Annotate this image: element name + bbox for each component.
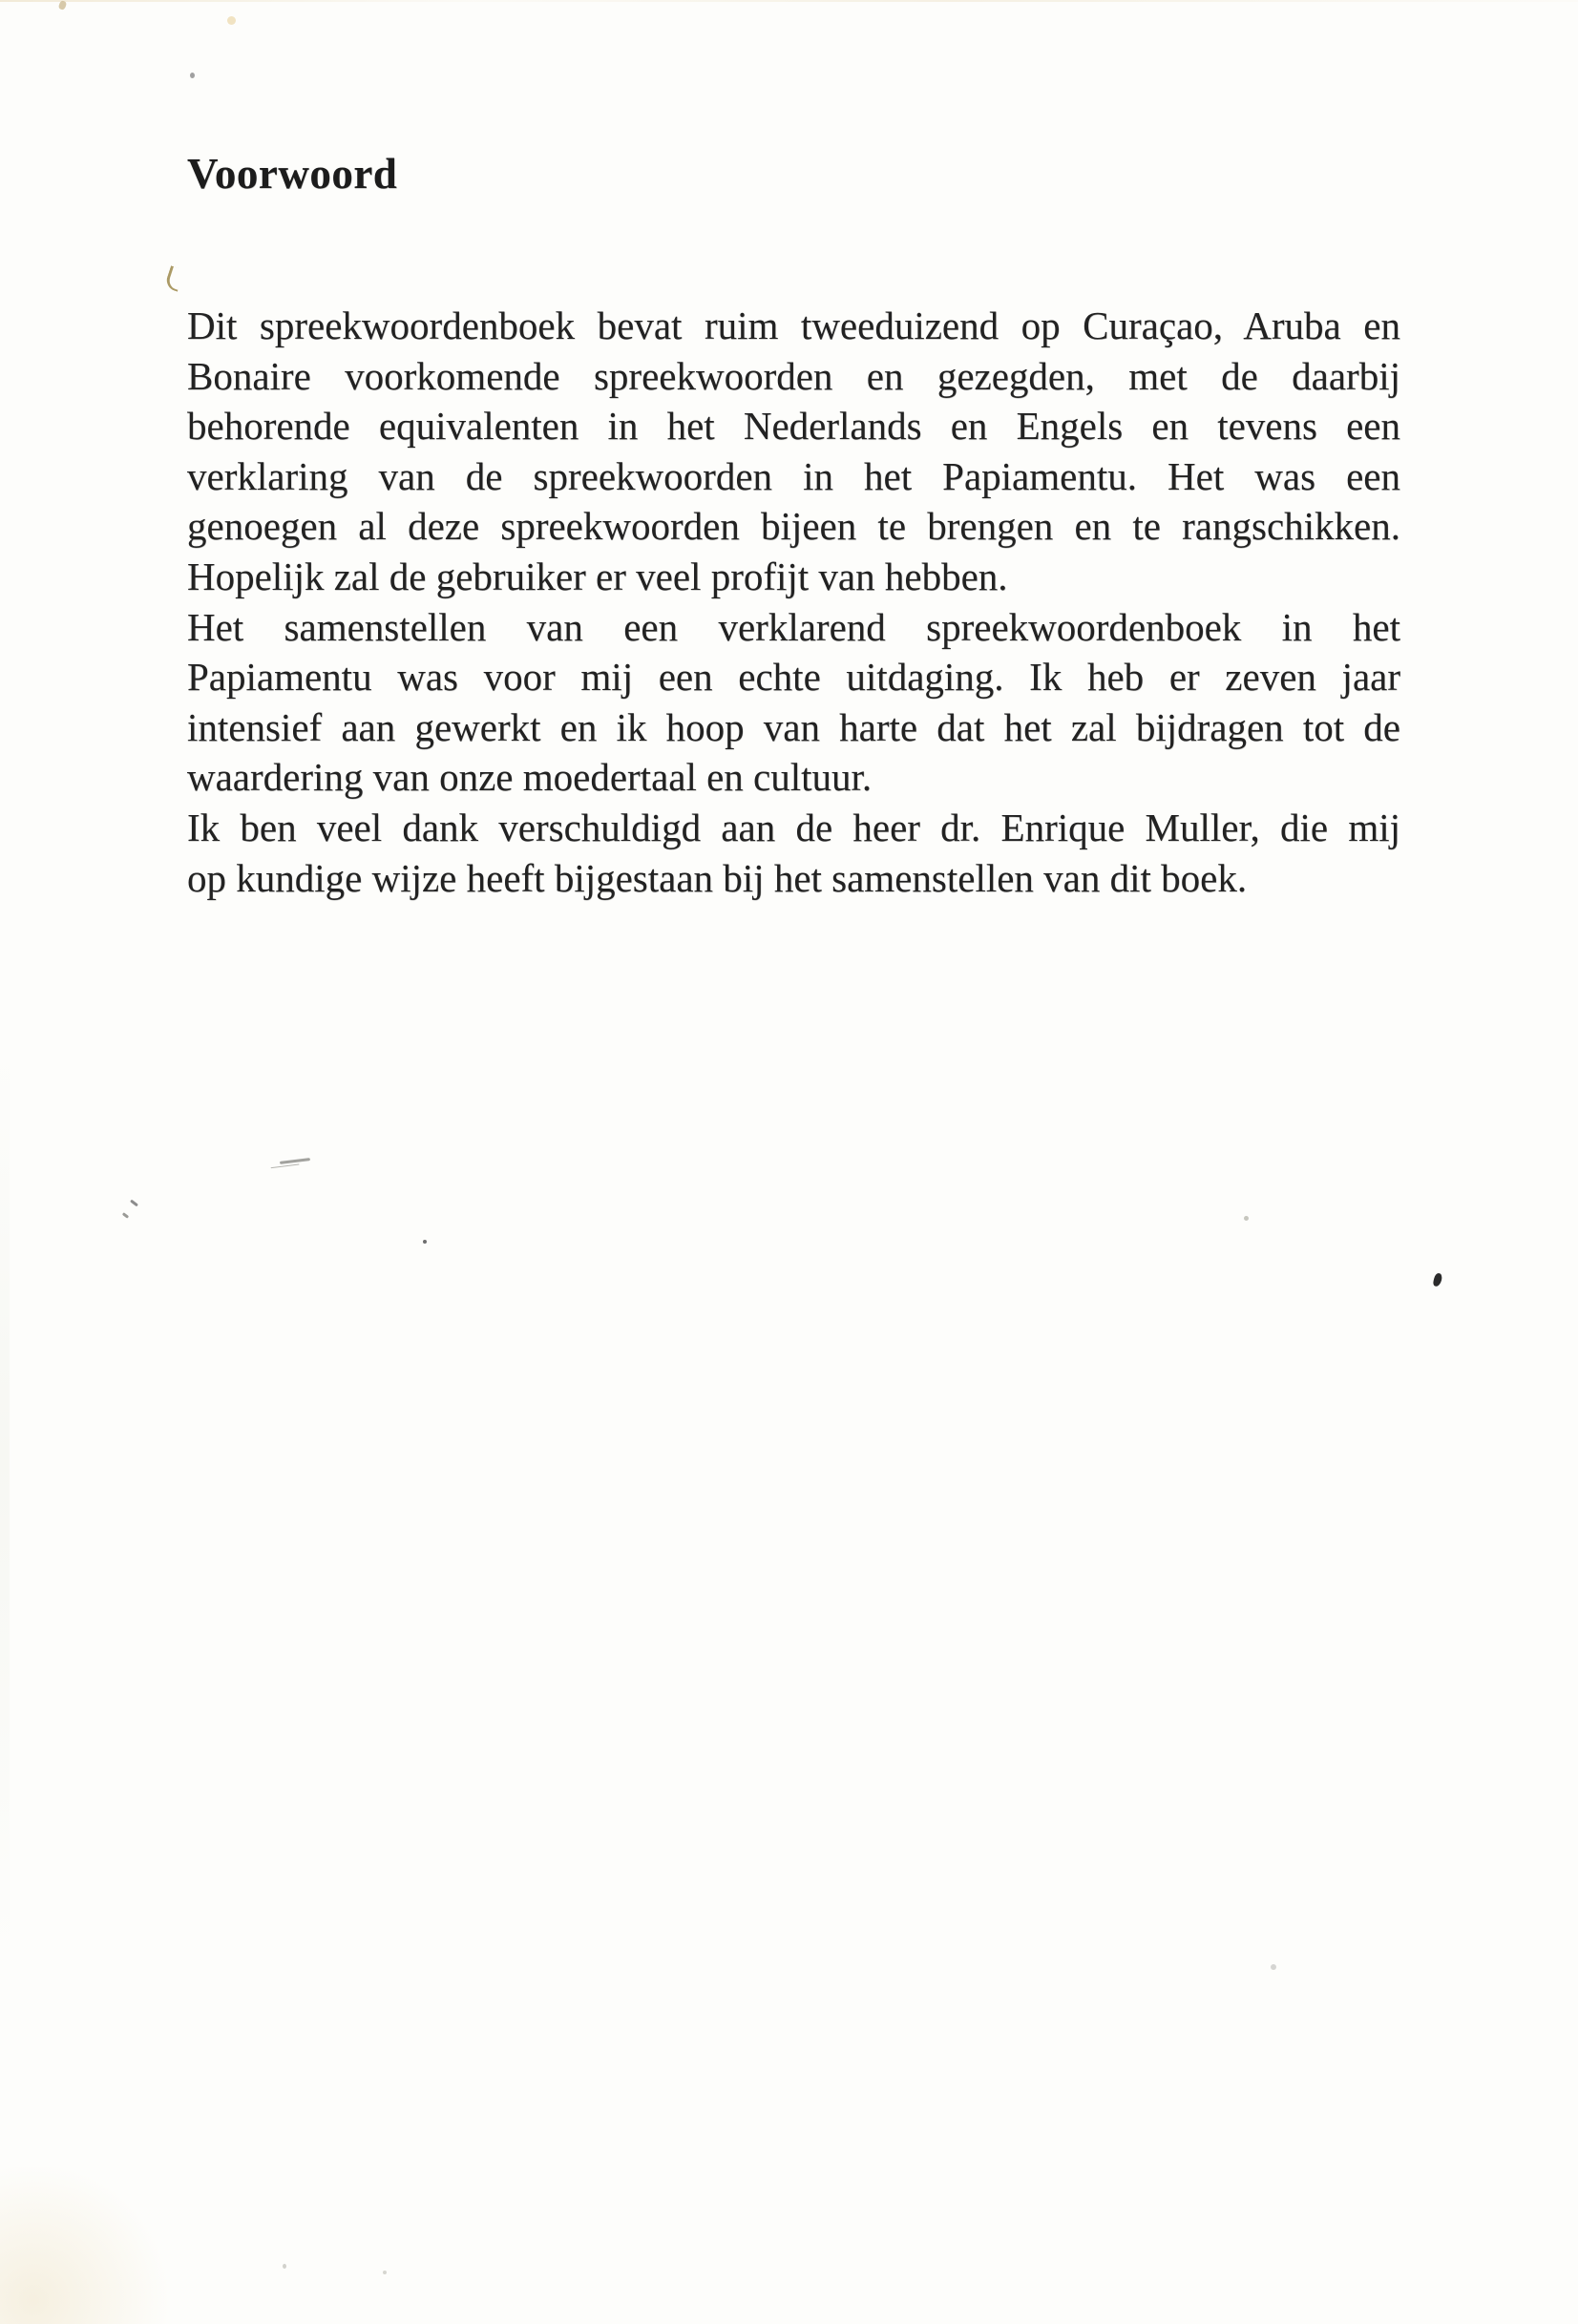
text-line: verklaring van de spreekwoorden in het Papiamentu. Het was een	[187, 453, 1400, 498]
scan-artifact-ink-comma	[1432, 1272, 1442, 1288]
scan-artifact-tick	[122, 1212, 129, 1219]
scan-artifact-tick	[130, 1200, 138, 1207]
scan-artifact-dot	[423, 1240, 427, 1244]
scan-artifact-tan-tick	[58, 0, 68, 10]
text-block	[187, 301, 1400, 903]
text-line: Hopelijk zal de gebruiker er veel profijt van hebben.	[187, 554, 1008, 598]
text-line: waardering van onze moedertaal en cultuur.	[187, 755, 873, 800]
scan-artifact-gray-dot	[190, 73, 195, 78]
page-title: Voorwoord	[187, 150, 398, 198]
text-line: Het samenstellen van een verklarend spreekwoordenboek in het	[187, 604, 1400, 649]
text-line: genoegen al deze spreekwoorden bijeen te brengen en te rangschikken.	[187, 504, 1400, 549]
text-line: Papiamentu was voor mij een echte uitdaging. Ik heb er zeven jaar	[187, 655, 1400, 700]
text-line: op kundige wijze heeft bijgestaan bij het samenstellen van dit boek.	[187, 855, 1248, 900]
scan-artifact-edge-streak	[0, 1050, 10, 1957]
scan-artifact-dot	[1244, 1216, 1249, 1221]
text-line: Dit spreekwoordenboek bevat ruim tweeduizend op Curaçao, Aruba en	[187, 304, 1400, 347]
scan-artifact-top-edge	[0, 0, 1578, 2]
scan-artifact-pencil-squiggle	[280, 1158, 310, 1164]
scan-artifact-cream-dot	[227, 16, 236, 25]
text-line: Bonaire voorkomende spreekwoorden en gezegden, met de daarbij	[187, 353, 1400, 398]
scan-artifact-tan-curl	[164, 265, 185, 291]
text-line: behorende equivalenten in het Nederlands en Engels en tevens een	[187, 404, 1400, 449]
scan-artifact-speck	[1271, 1964, 1276, 1970]
scan-artifact-speck	[383, 2271, 387, 2274]
scan-artifact-speck	[283, 2264, 286, 2269]
text-line: intensief aan gewerkt en ik hoop van harte dat het zal bijdragen tot de	[187, 704, 1400, 749]
text-line: Ik ben veel dank verschuldigd aan de heer dr. Enrique Muller, die mij	[187, 805, 1400, 849]
scan-artifact-corner-tint	[0, 2167, 167, 2324]
